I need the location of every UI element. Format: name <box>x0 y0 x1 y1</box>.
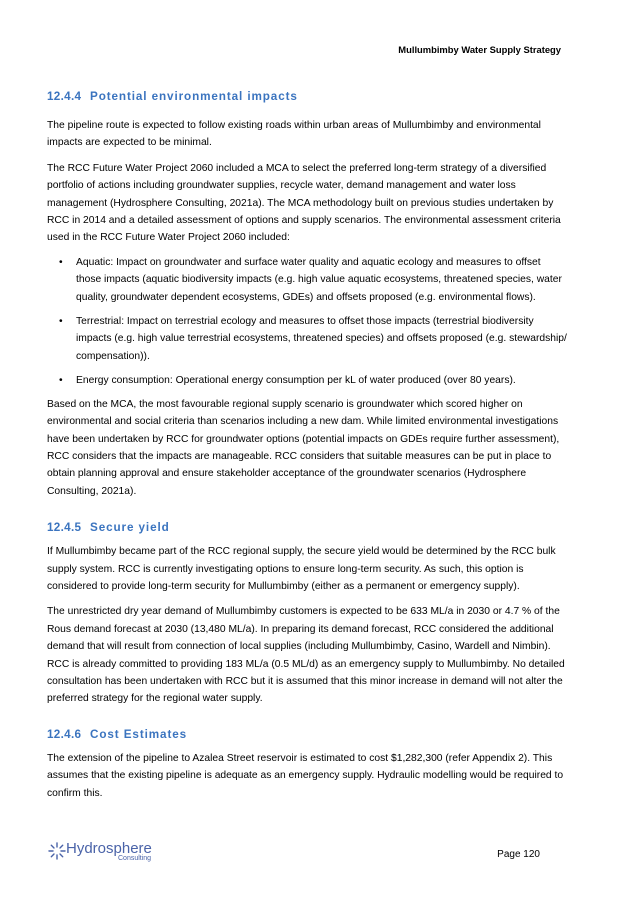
paragraph: The RCC Future Water Project 2060 included a MCA to select the preferred long-term strategy of a diversified portfolio of actions including groundwater supplies, recycle water, demand management and water loss management (Hydrosphere Consulting, 2021a). The MCA methodology built on previous studies undertaken by RCC in 2014 and a detailed assessment of options and supply scenarios. The environmental assessment criteria used in the RCC Future Water Project 2060 included: <box>47 162 561 244</box>
section-number: 12.4.5 <box>47 521 82 535</box>
paragraph: If Mullumbimby became part of the RCC regional supply, the secure yield would be determined by the RCC bulk supply system. RCC is currently investigating options to ensure long-term security. As such, this option is considered to provide long-term security for Mullumbimby (either as a permanent or emergency supply). <box>47 546 556 592</box>
bullet-icon: • <box>59 375 63 387</box>
list-item <box>47 313 567 365</box>
section-title: Cost Estimates <box>90 727 188 741</box>
list-item-text: Terrestrial: Impact on terrestrial ecology and measures to offset those impacts (terrestrial biodiversity impacts (e.g. high value terrestrial ecosystems, threatened species) and offsets proposed (e.g. stewardship/ compensation)). <box>76 316 567 362</box>
paragraph: The extension of the pipeline to Azalea Street reservoir is estimated to cost $1,282,300 (refer Appendix 2). This assumes that the existing pipeline is adequate as an emergency supply. Hydraulic modelling would be required to confirm this. <box>47 752 564 799</box>
section-heading <box>47 521 567 534</box>
list-item <box>47 372 567 389</box>
paragraph: The pipeline route is expected to follow existing roads within urban areas of Mullumbimby and environmental impacts are expected to be minimal. <box>47 120 541 149</box>
list-item-text: Energy consumption: Operational energy consumption per kL of water produced (over 80 years). <box>76 375 516 387</box>
section-number: 12.4.6 <box>47 727 82 741</box>
page-number: Page 120 <box>497 849 540 860</box>
logo-subtitle: Consulting <box>118 855 152 862</box>
list-item-text: Aquatic: Impact on groundwater and surface water quality and aquatic ecology and measures to offset those impacts (aquatic biodiversity impacts (e.g. high value aquatic ecosystems, threatened species, water quality, groundwater dependent ecosystems, GDEs) and offsets proposed (e.g. environmental flows). <box>76 256 562 303</box>
list-item <box>47 254 567 306</box>
logo-name: Hydrosphere <box>66 840 152 857</box>
sunburst-logo-icon <box>48 842 66 860</box>
company-logo <box>48 842 158 866</box>
section-heading <box>47 90 567 103</box>
bullet-icon: • <box>59 316 63 328</box>
paragraph: Based on the MCA, the most favourable regional supply scenario is groundwater which scored higher on environmental and social criteria than scenarios including a new dam. While limited environmental investigations have been undertaken by RCC for groundwater options (potential impacts on GDEs require further assessment), RCC considers that the impacts are manageable. RCC considers that suitable measures can be put in place to obtain planning approval and ensure stakeholder acceptance of the groundwater scenarios (Hydrosphere Consulting, 2021a). <box>47 398 560 497</box>
section-number: 12.4.4 <box>47 90 82 103</box>
section-title: Potential environmental impacts <box>90 90 298 103</box>
bullet-icon: • <box>59 256 63 268</box>
paragraph: The unrestricted dry year demand of Mullumbimby customers is expected to be 633 ML/a in 2030 or 4.7 % of the Rous demand forecast at 2030 (13,480 ML/a). In preparing its demand forecast, RCC considered the additional demand that will result from connection of local supplies (including Mullumbimby, Casino, Wardell and Nimbin). RCC is already committed to providing 183 ML/a (0.5 ML/d) as an emergency supply to Mullumbimby. No detailed consultation has been undertaken with RCC but it is assumed that this minor increase in demand will not alter the preferred strategy for the regional water supply. <box>47 606 565 705</box>
criteria-list <box>47 254 567 390</box>
section-heading <box>47 728 567 741</box>
section-title: Secure yield <box>90 521 170 535</box>
page-content <box>47 90 567 802</box>
document-header-title: Mullumbimby Water Supply Strategy <box>398 44 561 55</box>
